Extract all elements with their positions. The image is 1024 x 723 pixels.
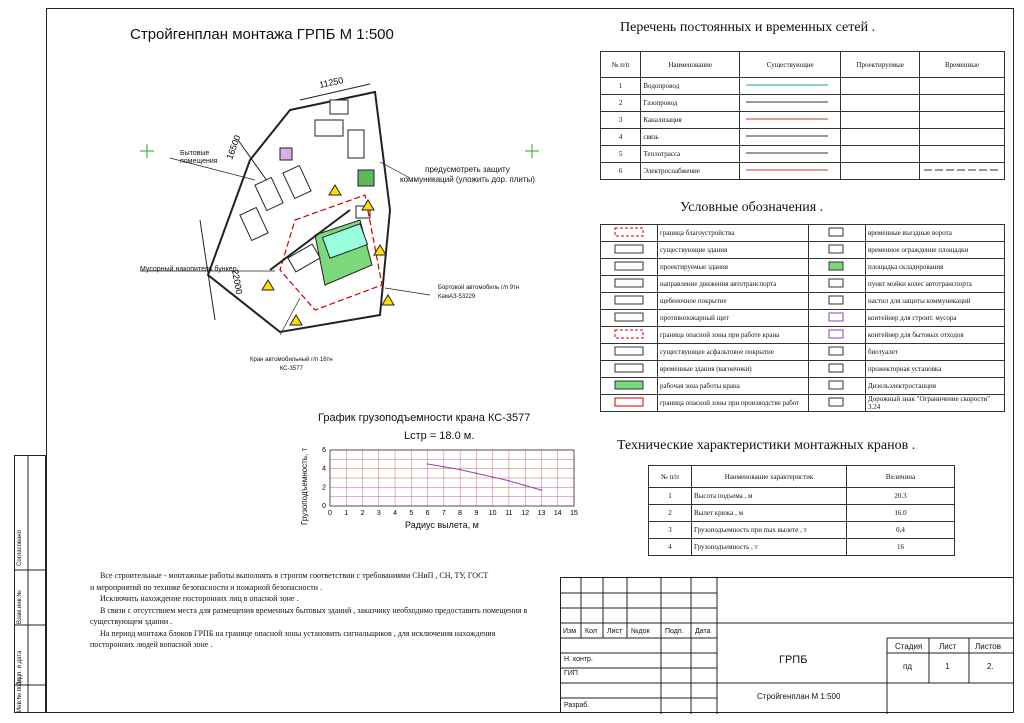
legend-symbol-left xyxy=(601,378,658,395)
cranes-row xyxy=(649,522,955,539)
stamp-razrab: Разраб. xyxy=(564,702,590,709)
legend-symbol-left xyxy=(601,310,658,327)
legend-text-right: Дизельэлектростанция xyxy=(866,378,1005,395)
series-point xyxy=(427,463,429,465)
legend-text-right: временное ограждение площадки xyxy=(866,242,1005,259)
legend-text-right: контейнер для строит. мусора xyxy=(866,310,1005,327)
legend-row xyxy=(601,378,1005,395)
legend-text-right: настил для защиты коммуникаций xyxy=(866,293,1005,310)
site-plan xyxy=(120,70,580,390)
label-protect: предусмотреть защиту коммуникаций (уложить дор. плиты) xyxy=(400,165,535,184)
legend-row xyxy=(601,276,1005,293)
warning-5 xyxy=(262,280,274,290)
legend-text-right: пункт мойки колес автотранспорта xyxy=(866,276,1005,293)
chart-xlabel: Радиус вылета, м xyxy=(405,520,479,530)
x-tick-label: 15 xyxy=(570,510,578,517)
stamp-nkontr: Н. контр. xyxy=(564,656,593,663)
y-tick-label: 4 xyxy=(322,465,326,473)
strip-sign: Подп. и дата xyxy=(17,650,23,686)
legend-symbol-right xyxy=(809,276,866,293)
cranes-cell-n: 4 xyxy=(649,539,692,556)
x-tick-label: 6 xyxy=(425,510,430,517)
nets-row xyxy=(601,146,1005,163)
legend-symbol-right xyxy=(809,361,866,378)
legend-title: Условные обозначения . xyxy=(680,200,824,215)
legend-symbol-left xyxy=(601,242,658,259)
x-tick-label: 13 xyxy=(537,510,546,517)
nets-cell-temp xyxy=(920,163,1005,180)
series-line xyxy=(428,464,542,490)
nets-cell-n: 2 xyxy=(601,95,641,112)
legend-table xyxy=(600,224,1005,412)
legend-text-right: временные въездные ворота xyxy=(866,225,1005,242)
legend-text-left: граница опасной зоны при работе крана xyxy=(658,327,809,344)
vagon-3 xyxy=(240,208,268,241)
nets-h-temp: Временные xyxy=(920,52,1005,78)
strip-replace: Взам.инв.№ xyxy=(17,590,23,624)
chart-subtitle: Lстр = 18.0 м. xyxy=(404,430,475,442)
warning-1 xyxy=(329,185,341,195)
nets-table xyxy=(600,51,1005,180)
series-point xyxy=(508,480,510,482)
legend-text-left: существующие здания xyxy=(658,242,809,259)
nets-cell-proj xyxy=(841,129,920,146)
legend-symbol-left xyxy=(601,327,658,344)
cranes-title: Технические характеристики монтажных кранов . xyxy=(617,438,916,453)
dim-left2: 22000 xyxy=(230,268,245,295)
nets-title: Перечень постоянных и временных сетей . xyxy=(620,20,876,35)
legend-symbol-left xyxy=(601,395,658,412)
nets-cell-n: 3 xyxy=(601,112,641,129)
nets-cell-proj xyxy=(841,78,920,95)
nets-cell-temp xyxy=(920,112,1005,129)
x-tick-label: 2 xyxy=(360,510,365,517)
vagon-1 xyxy=(255,178,283,211)
legend-text-right: Дорожный знак "Ограничение скорости" 3.24 xyxy=(866,395,1005,412)
nets-cell-line xyxy=(739,95,840,112)
cranes-cell-val: 20.3 xyxy=(847,488,955,505)
x-tick-label: 0 xyxy=(328,510,332,517)
legend-symbol-left xyxy=(601,293,658,310)
nets-cell-line xyxy=(739,78,840,95)
x-tick-label: 4 xyxy=(393,510,398,517)
nets-cell-name: Газопровод xyxy=(641,95,740,112)
legend-symbol-right xyxy=(809,242,866,259)
note-4: В связи с отсутствием места для размещения временных бытовых зданий , заказчику необходимо предоставить помещения в существующем здании . xyxy=(90,605,528,626)
series-point xyxy=(492,476,494,478)
nets-row xyxy=(601,78,1005,95)
cranes-row xyxy=(649,488,955,505)
nets-row xyxy=(601,163,1005,180)
cranes-h-val: Величина xyxy=(847,466,955,488)
warning-4 xyxy=(290,315,302,325)
binding-strip-lines xyxy=(14,455,46,713)
stamp-sheet-name: Стройгенплан М 1:500 xyxy=(757,692,841,701)
warning-2 xyxy=(362,200,374,210)
cranes-h-name: Наименование характеристик xyxy=(692,466,847,488)
nets-h-proj: Проектируемые xyxy=(841,52,920,78)
note-1: Все строительные - монтажные работы выполнять в строгом соответствии с требованиями СНиП , СН, ТУ, ГОСТ xyxy=(100,571,489,580)
nets-cell-line xyxy=(739,163,840,180)
x-tick-label: 8 xyxy=(458,510,463,517)
cranes-row xyxy=(649,505,955,522)
stamp-list: 1 xyxy=(945,662,950,671)
x-tick-label: 10 xyxy=(488,510,497,517)
x-tick-label: 12 xyxy=(521,510,530,517)
stamp-project: ГРПБ xyxy=(779,654,808,666)
cranes-cell-n: 1 xyxy=(649,488,692,505)
legend-symbol-right xyxy=(809,259,866,276)
label-truck: Бортовой автомобиль г/п 9тн КамАЗ-53229 xyxy=(438,285,520,300)
x-tick-label: 1 xyxy=(344,510,349,517)
x-tick-label: 3 xyxy=(376,510,381,517)
stamp-col-doc: №док xyxy=(631,628,650,635)
legend-symbol-right xyxy=(809,293,866,310)
plan-title: Стройгенплан монтажа ГРПБ М 1:500 xyxy=(130,26,394,43)
nets-cell-line xyxy=(739,129,840,146)
warning-3 xyxy=(382,295,394,305)
cranes-cell-name: Грузоподъемность , т xyxy=(692,539,847,556)
storage-area xyxy=(358,170,374,186)
note-2: и мероприятий по технике безопасности и пожарной безопасности . xyxy=(90,582,323,592)
cranes-row xyxy=(649,539,955,556)
x-tick-label: 7 xyxy=(441,510,446,517)
crane-capacity-chart xyxy=(310,444,580,524)
nets-row xyxy=(601,112,1005,129)
stamp-lists-h: Листов xyxy=(975,642,1001,651)
x-tick-label: 5 xyxy=(409,510,414,517)
series-point xyxy=(476,473,478,475)
legend-text-left: рабочая зона работы крана xyxy=(658,378,809,395)
y-tick-label: 2 xyxy=(322,484,326,492)
legend-symbol-right xyxy=(809,344,866,361)
legend-symbol-left xyxy=(601,344,658,361)
legend-symbol-left xyxy=(601,276,658,293)
nets-h-name: Наименование xyxy=(641,52,740,78)
nets-cell-temp xyxy=(920,129,1005,146)
cranes-cell-val: 16.0 xyxy=(847,505,955,522)
nets-cell-n: 6 xyxy=(601,163,641,180)
crane-body xyxy=(288,244,320,272)
stamp-col-date: Дата xyxy=(695,628,711,635)
cranes-cell-n: 2 xyxy=(649,505,692,522)
vagon-6 xyxy=(330,100,348,114)
chart-title: График грузоподъемности крана КС-3577 xyxy=(318,412,531,424)
x-tick-label: 11 xyxy=(505,510,513,517)
legend-text-left: временные здания (вагончики) xyxy=(658,361,809,378)
nets-cell-n: 5 xyxy=(601,146,641,163)
legend-symbol-right xyxy=(809,327,866,344)
series-point xyxy=(443,466,445,468)
x-tick-label: 14 xyxy=(553,510,562,517)
dim-top: 11250 xyxy=(318,75,345,90)
legend-text-left: граница опасной зоны при производстве работ xyxy=(658,395,809,412)
stamp-col-list: Лист xyxy=(607,628,623,635)
nets-cell-proj xyxy=(841,95,920,112)
y-tick-label: 0 xyxy=(322,503,326,510)
cranes-cell-name: Грузоподъемность при max вылете , т xyxy=(692,522,847,539)
dim-left1: 16500 xyxy=(224,133,243,161)
notes-block xyxy=(90,570,540,651)
nets-cell-n: 4 xyxy=(601,129,641,146)
cranes-cell-val: 16 xyxy=(847,539,955,556)
legend-row xyxy=(601,344,1005,361)
nets-h-n: № п/п xyxy=(601,52,641,78)
legend-row xyxy=(601,395,1005,412)
legend-symbol-left xyxy=(601,361,658,378)
cranes-h-n: № п/п xyxy=(649,466,692,488)
cranes-table xyxy=(648,465,955,556)
nets-cell-n: 1 xyxy=(601,78,641,95)
legend-row xyxy=(601,242,1005,259)
stamp-stage: пд xyxy=(903,662,912,671)
legend-text-left: направление движения автотранспорта xyxy=(658,276,809,293)
legend-symbol-right xyxy=(809,225,866,242)
stamp-col-izm: Изм xyxy=(563,628,577,635)
cranes-cell-val: 0,4 xyxy=(847,522,955,539)
nets-cell-proj xyxy=(841,146,920,163)
nets-row xyxy=(601,95,1005,112)
series-point xyxy=(524,485,526,487)
nets-cell-name: Водопровод xyxy=(641,78,740,95)
nets-cell-line xyxy=(739,112,840,129)
nets-cell-proj xyxy=(841,112,920,129)
series-point xyxy=(459,469,461,471)
vagon-2 xyxy=(283,166,311,199)
stamp-col-kol: Кол xyxy=(585,628,597,635)
stamp-lists: 2. xyxy=(987,662,994,671)
vagon-4 xyxy=(315,120,343,136)
stamp-gip: ГИП xyxy=(564,670,578,677)
nets-h-exist: Существующие xyxy=(739,52,840,78)
vagon-5 xyxy=(348,130,364,158)
legend-symbol-right xyxy=(809,378,866,395)
legend-symbol-right xyxy=(809,395,866,412)
y-tick-label: 6 xyxy=(322,447,326,454)
nets-cell-name: Теплотрасса xyxy=(641,146,740,163)
chart-ylabel: Грузоподъемность, т xyxy=(300,447,309,525)
legend-text-right: биотуалет xyxy=(866,344,1005,361)
note-3: Исключить нахождение посторонних лиц в опасной зоне . xyxy=(100,594,299,603)
cranes-cell-name: Высота подъема , м xyxy=(692,488,847,505)
legend-row xyxy=(601,259,1005,276)
stamp-col-sign: Подп. xyxy=(665,628,684,635)
legend-symbol-right xyxy=(809,310,866,327)
legend-text-left: проектируемые здания xyxy=(658,259,809,276)
strip-agreed: Согласовано xyxy=(17,529,23,566)
nets-cell-name: Канализация xyxy=(641,112,740,129)
legend-row xyxy=(601,293,1005,310)
legend-symbol-left xyxy=(601,225,658,242)
nets-cell-line xyxy=(739,146,840,163)
legend-text-left: щебеночное покрытие xyxy=(658,293,809,310)
nets-cell-proj xyxy=(841,163,920,180)
legend-text-right: контейнер для бытовых отходов xyxy=(866,327,1005,344)
legend-row xyxy=(601,310,1005,327)
stamp-list-h: Лист xyxy=(939,642,957,651)
legend-text-right: прожекторная установка xyxy=(866,361,1005,378)
legend-row xyxy=(601,361,1005,378)
label-home: Бытовые помещения xyxy=(180,150,218,165)
legend-symbol-left xyxy=(601,259,658,276)
nets-cell-name: связь xyxy=(641,129,740,146)
strip-inv: Инв.№ подл. xyxy=(17,676,23,712)
label-crane: Кран автомобильный г/п 16тн КС-3577 xyxy=(250,357,333,372)
nets-cell-temp xyxy=(920,78,1005,95)
legend-text-left: существующее асфальтовое покрытие xyxy=(658,344,809,361)
nets-cell-name: Электроснабжение xyxy=(641,163,740,180)
legend-text-left: противопожарный щит xyxy=(658,310,809,327)
nets-cell-temp xyxy=(920,146,1005,163)
note-5: На период монтажа блоков ГРПБ на границе опасной зоны установить сигнальщиков , для исключения нахождения посторонних людей вопасной зоне . xyxy=(90,628,496,649)
legend-row xyxy=(601,327,1005,344)
legend-text-right: площадка складирования xyxy=(866,259,1005,276)
nets-cell-temp xyxy=(920,95,1005,112)
stamp-stage-h: Стадия xyxy=(895,642,923,651)
legend-row xyxy=(601,225,1005,242)
cranes-cell-n: 3 xyxy=(649,522,692,539)
nets-row xyxy=(601,129,1005,146)
stamp xyxy=(560,577,1014,713)
x-tick-label: 9 xyxy=(474,510,479,517)
legend-text-left: граница благоустройства xyxy=(658,225,809,242)
series-point xyxy=(541,489,543,491)
container-purple xyxy=(280,148,292,160)
label-bunker: Мусорный накопитель бункер xyxy=(140,266,237,273)
cranes-cell-name: Вылет крюка , м xyxy=(692,505,847,522)
